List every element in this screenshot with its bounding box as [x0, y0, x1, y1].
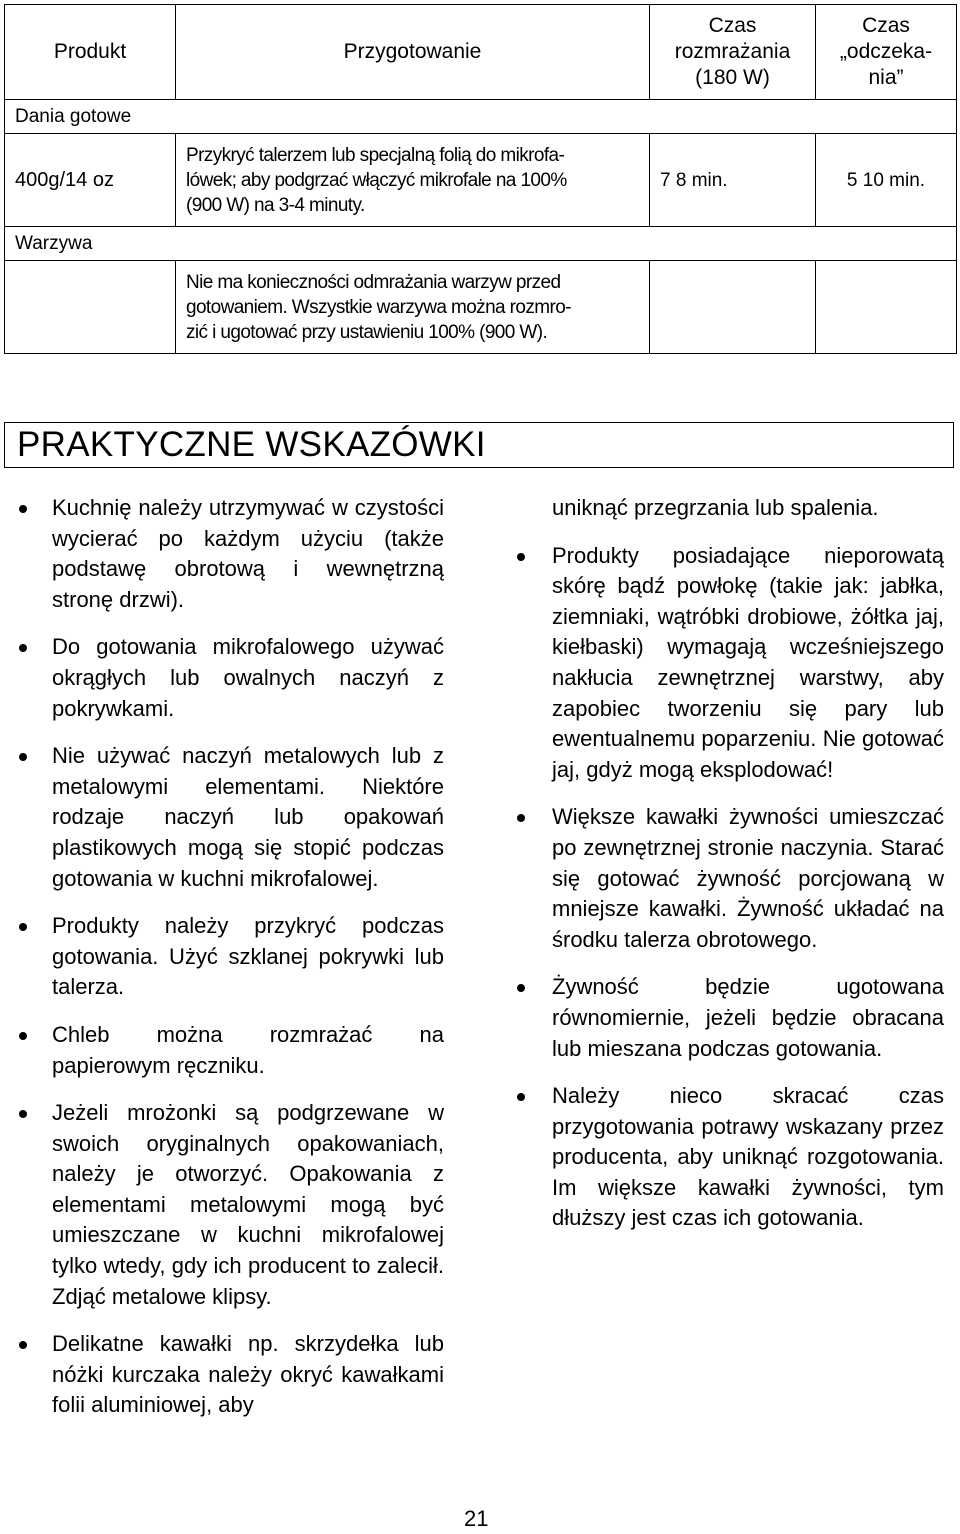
tip-item: [52, 1098, 444, 1312]
defrost-time-cell: 7 8 min.: [650, 134, 816, 227]
bullet-icon: [19, 923, 27, 931]
tips-right-column: [552, 493, 944, 1251]
header-defrost-time: Czas rozmrażania (180 W): [650, 5, 816, 100]
tip-text: Należy nieco skracać czas przygotowania potrawy wskazany przez producenta, aby uniknąć rozgotowania. Im większe kawałki żywności, tym dłuższy jest czas ich gotowania.: [552, 1083, 944, 1231]
bullet-icon: [517, 553, 525, 561]
page-number: 21: [464, 1506, 489, 1531]
product-cell: 400g/14 oz: [5, 134, 176, 227]
standing-time-cell: 5 10 min.: [816, 134, 957, 227]
tip-item: [52, 493, 444, 615]
bullet-icon: [517, 1093, 525, 1101]
tip-text: Produkty należy przykryć podczas gotowania. Użyć szklanej pokrywki lub talerza.: [52, 913, 444, 1000]
preparation-cell: Nie ma konieczności odmrażania warzyw przed gotowaniem. Wszystkie warzywa można rozmro- zić i ugotować przy ustawieniu 100% (900 W).: [176, 261, 650, 354]
tip-item: [52, 1329, 444, 1421]
category-row-ready-meals: [5, 100, 957, 134]
tip-item: [552, 972, 944, 1064]
tip-text: Delikatne kawałki np. skrzydełka lub nóżki kurczaka należy okryć kawałkami folii aluminiowej, aby: [52, 1331, 444, 1418]
category-label: Warzywa: [5, 227, 957, 261]
tip-text: Nie używać naczyń metalowych lub z metalowymi elementami. Niektóre rodzaje naczyń lub opakowań plastikowych mogą się stopić podczas gotowania w kuchni mikrofalowej.: [52, 743, 444, 891]
bullet-icon: [19, 753, 27, 761]
bullet-icon: [19, 1032, 27, 1040]
bullet-icon: [517, 814, 525, 822]
defrost-time-cell: [650, 261, 816, 354]
tip-item: [552, 541, 944, 786]
bullet-icon: [19, 505, 27, 513]
tip-item: [52, 741, 444, 894]
bullet-icon: [19, 644, 27, 652]
section-heading: [4, 422, 954, 468]
category-label: Dania gotowe: [5, 100, 957, 134]
tip-text: Kuchnię należy utrzymywać w czystości wycierać po każdym użyciu (także podstawę obrotową i wewnętrzną stronę drzwi).: [52, 495, 444, 612]
section-title: PRAKTYCZNE WSKAZÓWKI: [17, 425, 486, 464]
tips-left-column: [52, 493, 444, 1438]
header-product: Produkt: [5, 5, 176, 100]
tip-item: [52, 632, 444, 724]
tip-text: Chleb można rozmrażać na papierowym ręczniku.: [52, 1021, 444, 1078]
tip-text: Do gotowania mikrofalowego używać okrągłych lub owalnych naczyń z pokrywkami.: [52, 634, 444, 721]
table-row: [5, 134, 957, 227]
tip-text: Produkty posiadające nieporowatą skórę bądź powłokę (takie jak: jabłka, ziemniaki, wątróbki drobiowe, żółtka jaj, kiełbaski) wymagają wcześniejszego nakłucia zewnętrznej warstwy, aby zapobiec tworzeniu się pary lub ewentualnemu poparzeniu. Nie gotować jaj, gdyż mogą eksplodować!: [552, 542, 944, 782]
tip-item: [52, 1020, 444, 1081]
header-preparation: Przygotowanie: [176, 5, 650, 100]
tip-item: [552, 493, 944, 524]
standing-time-cell: [816, 261, 957, 354]
header-standing-time: Czas „odczeka- nia”: [816, 5, 957, 100]
tip-text: Żywność będzie ugotowana równomiernie, jeżeli będzie obracana lub mieszana podczas gotowania.: [552, 974, 944, 1061]
tip-item: [52, 911, 444, 1003]
tip-text: Większe kawałki żywności umieszczać po zewnętrznej stronie naczynia. Starać się gotować żywność porcjowaną w mniejsze kawałki. Żywność układać na środku talerza obrotowego.: [552, 804, 944, 952]
bullet-icon: [517, 984, 525, 992]
category-row-vegetables: [5, 227, 957, 261]
tip-item: [552, 802, 944, 955]
tip-text: Jeżeli mrożonki są podgrzewane w swoich oryginalnych opakowaniach, należy je otworzyć. Opakowania z elementami metalowymi mogą być umieszczane w kuchni mikrofalowej tylko wtedy, gdy ich producent to zalecił. Zdjąć metalowe klipsy.: [52, 1100, 444, 1309]
preparation-table: [4, 4, 957, 354]
tip-text: uniknąć przegrzania lub spalenia.: [552, 495, 879, 520]
tip-item: [552, 1081, 944, 1234]
preparation-cell: Przykryć talerzem lub specjalną folią do mikrofa- lówek; aby podgrzać włączyć mikrofale na 100% (900 W) na 3-4 minuty.: [176, 134, 650, 227]
product-cell: [5, 261, 176, 354]
table-row: [5, 261, 957, 354]
bullet-icon: [19, 1110, 27, 1118]
table-header-row: [5, 5, 957, 100]
bullet-icon: [19, 1341, 27, 1349]
